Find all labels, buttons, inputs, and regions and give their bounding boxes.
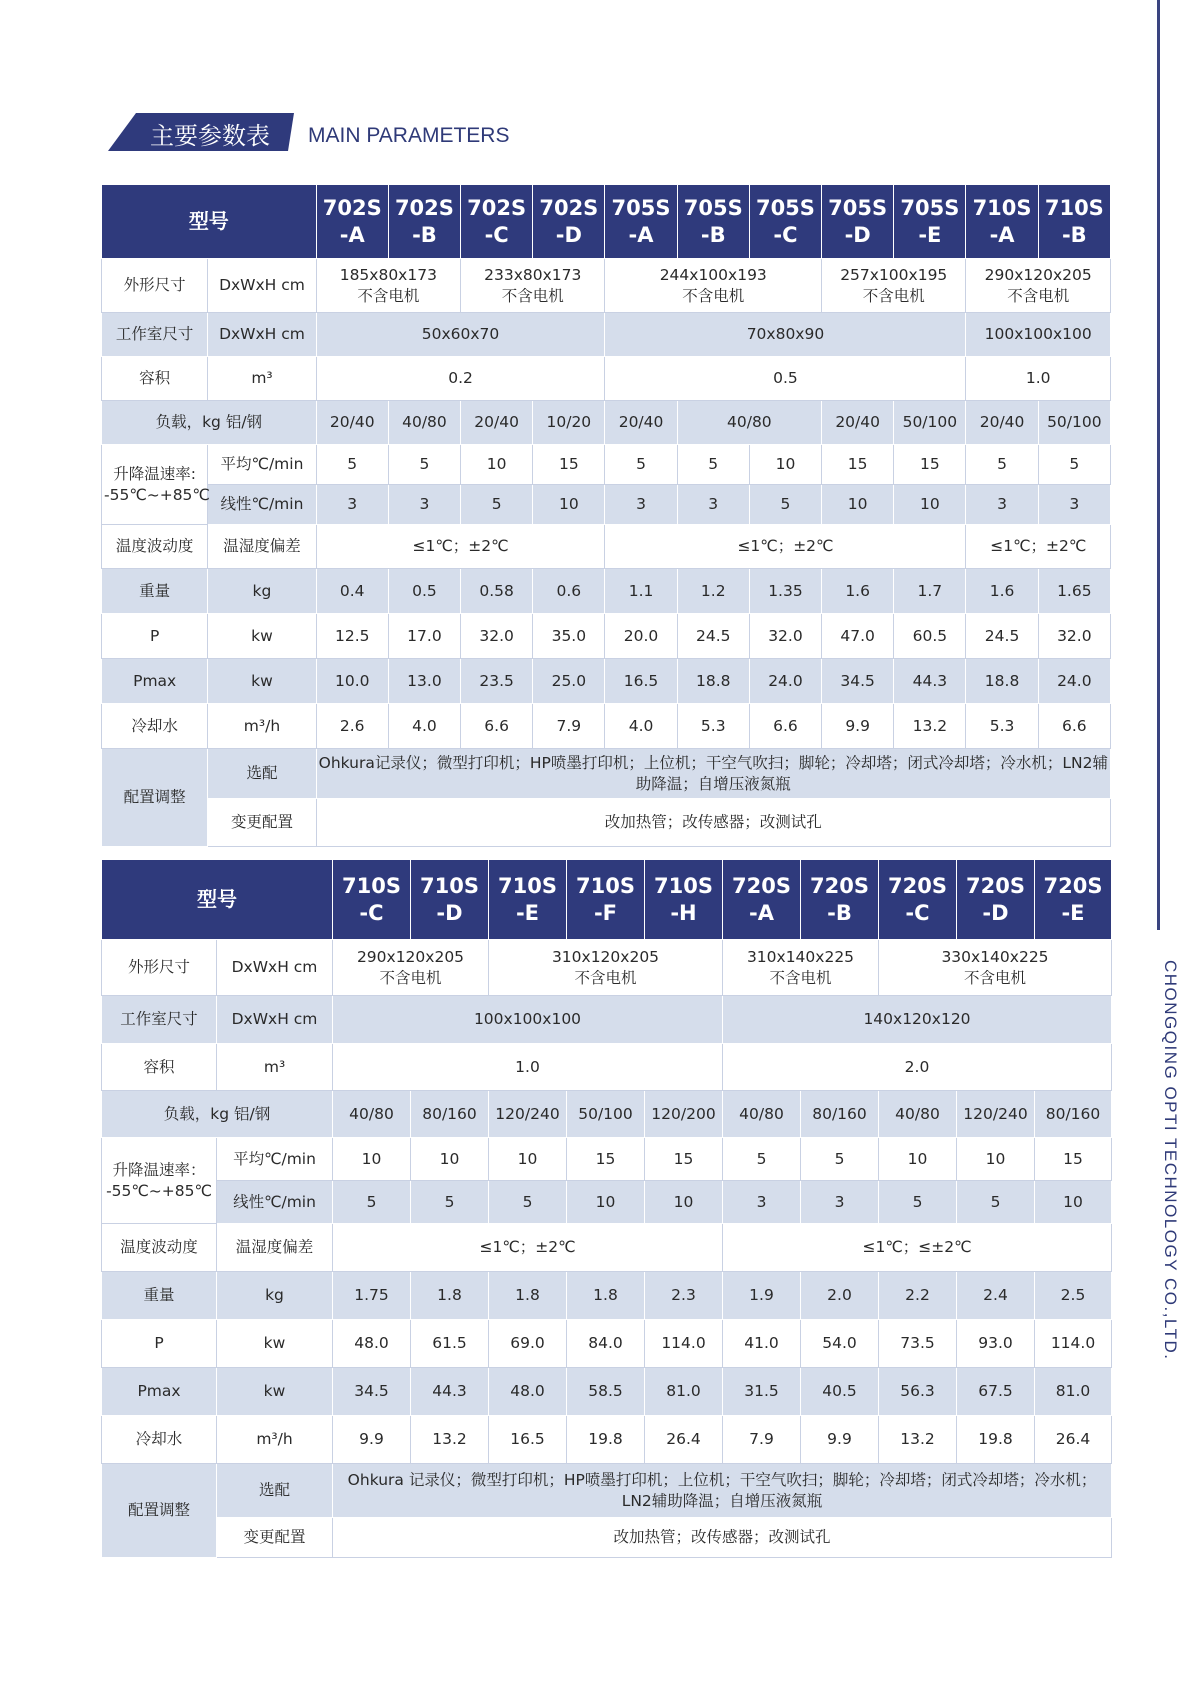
table-cell: 10 — [533, 485, 605, 525]
table-cell: 114.0 — [645, 1320, 723, 1368]
row-label: 工作室尺寸 — [102, 996, 217, 1044]
table-cell: 1.8 — [489, 1272, 567, 1320]
table-cell: 80/160 — [801, 1091, 879, 1138]
model-cell: 702S -D — [533, 185, 605, 259]
table-cell: 2.6 — [316, 704, 388, 749]
row-label: 容积 — [102, 357, 208, 401]
row-unit: kw — [217, 1320, 333, 1368]
model-cell: 710S -B — [1038, 185, 1110, 259]
table-cell: 34.5 — [822, 659, 894, 704]
model-cell: 720S -E — [1035, 860, 1112, 940]
table-cell: 3 — [801, 1181, 879, 1224]
chamber-row — [102, 313, 1111, 357]
model-cell: 710S -H — [645, 860, 723, 940]
table-cell: 290x120x205 不含电机 — [333, 940, 489, 996]
table-cell: 5 — [1038, 445, 1110, 485]
row-unit: 选配 — [217, 1464, 333, 1518]
table-cell: 15 — [822, 445, 894, 485]
table-cell: 54.0 — [801, 1320, 879, 1368]
weight-row — [102, 1272, 1112, 1320]
row-label: 重量 — [102, 1272, 217, 1320]
table-cell: 16.5 — [489, 1416, 567, 1464]
table-cell: 10 — [567, 1181, 645, 1224]
row-label: 升降温速率: -55℃~+85℃ — [102, 445, 208, 525]
row-unit: 变更配置 — [217, 1518, 333, 1558]
table-cell: 24.5 — [677, 614, 749, 659]
row-label: 温度波动度 — [102, 525, 208, 569]
model-cell: 705S -E — [894, 185, 966, 259]
table-cell: 3 — [388, 485, 460, 525]
pmax-row — [102, 1368, 1112, 1416]
table-cell: 10 — [749, 445, 821, 485]
row-label: 工作室尺寸 — [102, 313, 208, 357]
table-cell: 9.9 — [333, 1416, 411, 1464]
table-cell: 56.3 — [879, 1368, 957, 1416]
power-row — [102, 614, 1111, 659]
model-cell: 702S -C — [461, 185, 533, 259]
table-cell: 18.8 — [966, 659, 1038, 704]
table-cell: 20/40 — [316, 401, 388, 445]
model-cell: 710S -A — [966, 185, 1038, 259]
table-cell: 5 — [605, 445, 677, 485]
config-change-text: 改加热管；改传感器；改测试孔 — [316, 799, 1110, 847]
table-cell: 41.0 — [723, 1320, 801, 1368]
row-unit: kw — [217, 1368, 333, 1416]
table-cell: 93.0 — [957, 1320, 1035, 1368]
table-cell: 32.0 — [1038, 614, 1110, 659]
table-cell: 20/40 — [966, 401, 1038, 445]
table-cell: 15 — [567, 1138, 645, 1181]
table-cell: 6.6 — [461, 704, 533, 749]
row-label: 负载，kg 铝/钢 — [102, 1091, 333, 1138]
table-cell: 13.0 — [388, 659, 460, 704]
table-cell: 233x80x173 不含电机 — [461, 259, 605, 313]
table-cell: 310x120x205 不含电机 — [489, 940, 723, 996]
table-cell: 1.7 — [894, 569, 966, 614]
table-cell: 10/20 — [533, 401, 605, 445]
row-unit: DxWxH cm — [217, 940, 333, 996]
config-change-row — [102, 1518, 1112, 1558]
table-cell: 10 — [461, 445, 533, 485]
volume-row — [102, 1044, 1112, 1091]
model-cell: 702S -B — [388, 185, 460, 259]
table-cell: 257x100x195 不含电机 — [822, 259, 966, 313]
table-cell: 2.2 — [879, 1272, 957, 1320]
row-label: P — [102, 1320, 217, 1368]
table-cell: 4.0 — [605, 704, 677, 749]
table-cell: 1.6 — [822, 569, 894, 614]
row-label: 负载，kg 铝/钢 — [102, 401, 317, 445]
table-cell: 19.8 — [957, 1416, 1035, 1464]
table-cell: 5 — [879, 1181, 957, 1224]
row-label: P — [102, 614, 208, 659]
table-cell: 44.3 — [894, 659, 966, 704]
table-cell: 32.0 — [461, 614, 533, 659]
model-cell: 705S -A — [605, 185, 677, 259]
table-cell: 18.8 — [677, 659, 749, 704]
row-unit: kg — [217, 1272, 333, 1320]
table-cell: 3 — [966, 485, 1038, 525]
table-cell: 5.3 — [966, 704, 1038, 749]
table-cell: 26.4 — [1035, 1416, 1112, 1464]
table-cell: 47.0 — [822, 614, 894, 659]
model-cell: 710S -E — [489, 860, 567, 940]
table-cell: 13.2 — [411, 1416, 489, 1464]
row-unit: DxWxH cm — [217, 996, 333, 1044]
table-cell: 3 — [316, 485, 388, 525]
model-cell: 705S -D — [822, 185, 894, 259]
table-cell: 120/240 — [489, 1091, 567, 1138]
table-cell: 20/40 — [605, 401, 677, 445]
table-cell: 3 — [605, 485, 677, 525]
table-cell: 32.0 — [749, 614, 821, 659]
table-cell: 69.0 — [489, 1320, 567, 1368]
table-cell: 40/80 — [879, 1091, 957, 1138]
table-cell: 10 — [822, 485, 894, 525]
table-cell: 50/100 — [1038, 401, 1110, 445]
table-cell: 13.2 — [894, 704, 966, 749]
table-cell: 20/40 — [822, 401, 894, 445]
row-label: 容积 — [102, 1044, 217, 1091]
config-change-row — [102, 799, 1111, 847]
config-option-text: Ohkura 记录仪；微型打印机；HP喷墨打印机；上位机；干空气吹扫；脚轮；冷却塔；闭式冷却塔；冷水机；LN2辅助降温；自增压液氮瓶 — [333, 1464, 1112, 1518]
table-cell: 10 — [894, 485, 966, 525]
table-cell: 0.58 — [461, 569, 533, 614]
table-cell: 61.5 — [411, 1320, 489, 1368]
table-cell: 10 — [489, 1138, 567, 1181]
row-label: 配置调整 — [102, 749, 208, 847]
row-label: 升降温速率： -55℃~+85℃ — [102, 1138, 217, 1224]
config-option-text: Ohkura记录仪；微型打印机；HP喷墨打印机；上位机；干空气吹扫；脚轮；冷却塔；闭式冷却塔；冷水机；LN2辅助降温；自增压液氮瓶 — [316, 749, 1110, 799]
model-cell: 720S -C — [879, 860, 957, 940]
table-cell: 6.6 — [1038, 704, 1110, 749]
fluct-row — [102, 1224, 1112, 1272]
table-cell: 330x140x225 不含电机 — [879, 940, 1112, 996]
row-unit: 平均℃/min — [208, 445, 316, 485]
table-cell: 1.8 — [411, 1272, 489, 1320]
model-label: 型号 — [102, 185, 317, 259]
row-unit: 温湿度偏差 — [208, 525, 316, 569]
model-cell: 720S -B — [801, 860, 879, 940]
table-cell: 1.9 — [723, 1272, 801, 1320]
table-cell: 40/80 — [723, 1091, 801, 1138]
table-cell: 73.5 — [879, 1320, 957, 1368]
rate-lin-row — [102, 485, 1111, 525]
row-unit: DxWxH cm — [208, 313, 316, 357]
table-cell: 3 — [677, 485, 749, 525]
config-option-row — [102, 1464, 1112, 1518]
table-cell: 15 — [1035, 1138, 1112, 1181]
table-cell: 24.0 — [749, 659, 821, 704]
row-label: 配置调整 — [102, 1464, 217, 1558]
table-cell: 1.65 — [1038, 569, 1110, 614]
table-cell: 20/40 — [461, 401, 533, 445]
table-cell: 10 — [333, 1138, 411, 1181]
row-unit: m³/h — [208, 704, 316, 749]
table-cell: 58.5 — [567, 1368, 645, 1416]
table-cell: 0.5 — [605, 357, 966, 401]
table-cell: 80/160 — [1035, 1091, 1112, 1138]
row-unit: kg — [208, 569, 316, 614]
table-cell: 15 — [645, 1138, 723, 1181]
table-cell: 5 — [801, 1138, 879, 1181]
pmax-row — [102, 659, 1111, 704]
table-cell: 15 — [533, 445, 605, 485]
table-cell: 81.0 — [645, 1368, 723, 1416]
table-cell: 34.5 — [333, 1368, 411, 1416]
section-title-cn: 主要参数表 — [150, 122, 270, 150]
model-cell: 710S -C — [333, 860, 411, 940]
table-cell: ≤1℃；±2℃ — [966, 525, 1111, 569]
table-cell: 5 — [411, 1181, 489, 1224]
table-cell: 1.0 — [333, 1044, 723, 1091]
table-cell: 310x140x225 不含电机 — [723, 940, 879, 996]
table-cell: 1.35 — [749, 569, 821, 614]
table-cell: 40/80 — [388, 401, 460, 445]
table-cell: 2.4 — [957, 1272, 1035, 1320]
config-change-text: 改加热管；改传感器；改测试孔 — [333, 1518, 1112, 1558]
table-cell: 100x100x100 — [966, 313, 1111, 357]
table-cell: 5 — [388, 445, 460, 485]
row-unit: DxWxH cm — [208, 259, 316, 313]
row-unit: kw — [208, 614, 316, 659]
row-label: 重量 — [102, 569, 208, 614]
table-cell: 5 — [749, 485, 821, 525]
row-unit: 温湿度偏差 — [217, 1224, 333, 1272]
row-unit: kw — [208, 659, 316, 704]
table-cell: 5.3 — [677, 704, 749, 749]
table-cell: 81.0 — [1035, 1368, 1112, 1416]
model-cell: 705S -C — [749, 185, 821, 259]
table-cell: 1.0 — [966, 357, 1111, 401]
table-cell: 35.0 — [533, 614, 605, 659]
table-cell: 100x100x100 — [333, 996, 723, 1044]
table-cell: 2.0 — [801, 1272, 879, 1320]
model-cell: 710S -D — [411, 860, 489, 940]
table-cell: 10 — [879, 1138, 957, 1181]
row-unit: 平均℃/min — [217, 1138, 333, 1181]
table-cell: 0.5 — [388, 569, 460, 614]
company-name-vertical: CHONGQING OPTI TECHNOLOGY CO.,LTD. — [1161, 960, 1180, 1361]
table-cell: 70x80x90 — [605, 313, 966, 357]
table-cell: 10 — [645, 1181, 723, 1224]
table-cell: 5 — [723, 1138, 801, 1181]
table-cell: 0.6 — [533, 569, 605, 614]
table-cell: 25.0 — [533, 659, 605, 704]
section-title-en: MAIN PARAMETERS — [308, 124, 510, 147]
chamber-row — [102, 996, 1112, 1044]
table-cell: 120/240 — [957, 1091, 1035, 1138]
table-cell: 10 — [1035, 1181, 1112, 1224]
row-label: 温度波动度 — [102, 1224, 217, 1272]
table-cell: 244x100x193 不含电机 — [605, 259, 822, 313]
table-cell: 48.0 — [489, 1368, 567, 1416]
parameters-table-1 — [101, 184, 1111, 847]
table-cell: 2.3 — [645, 1272, 723, 1320]
table-cell: 16.5 — [605, 659, 677, 704]
row-label: Pmax — [102, 1368, 217, 1416]
table-cell: 1.2 — [677, 569, 749, 614]
row-unit: m³ — [208, 357, 316, 401]
table-cell: 9.9 — [822, 704, 894, 749]
table-cell: 185x80x173 不含电机 — [316, 259, 460, 313]
table-cell: 20.0 — [605, 614, 677, 659]
table-cell: 120/200 — [645, 1091, 723, 1138]
table-cell: 114.0 — [1035, 1320, 1112, 1368]
power-row — [102, 1320, 1112, 1368]
row-unit: 选配 — [208, 749, 316, 799]
table-cell: ≤1℃；±2℃ — [333, 1224, 723, 1272]
table-cell: 7.9 — [723, 1416, 801, 1464]
table-cell: 67.5 — [957, 1368, 1035, 1416]
table-cell: 13.2 — [879, 1416, 957, 1464]
table-cell: 6.6 — [749, 704, 821, 749]
water-row — [102, 1416, 1112, 1464]
table-cell: 31.5 — [723, 1368, 801, 1416]
table-cell: 5 — [461, 485, 533, 525]
rate-lin-row — [102, 1181, 1112, 1224]
parameters-table-2 — [101, 859, 1112, 1558]
row-unit: m³/h — [217, 1416, 333, 1464]
table-cell: 10 — [957, 1138, 1035, 1181]
table-cell: ≤1℃；≤±2℃ — [723, 1224, 1112, 1272]
table-cell: 1.1 — [605, 569, 677, 614]
water-row — [102, 704, 1111, 749]
table-cell: 7.9 — [533, 704, 605, 749]
row-label: Pmax — [102, 659, 208, 704]
table-cell: 23.5 — [461, 659, 533, 704]
row-unit: 线性℃/min — [217, 1181, 333, 1224]
table-cell: 2.5 — [1035, 1272, 1112, 1320]
row-label: 冷却水 — [102, 1416, 217, 1464]
weight-row — [102, 569, 1111, 614]
table-cell: ≤1℃；±2℃ — [316, 525, 605, 569]
table-cell: 1.6 — [966, 569, 1038, 614]
table-cell: 26.4 — [645, 1416, 723, 1464]
model-label: 型号 — [102, 860, 333, 940]
table-cell: 0.4 — [316, 569, 388, 614]
dims-row — [102, 940, 1112, 996]
rate-avg-row — [102, 1138, 1112, 1181]
table-cell: 50x60x70 — [316, 313, 605, 357]
table-cell: 44.3 — [411, 1368, 489, 1416]
table-cell: 1.8 — [567, 1272, 645, 1320]
table-cell: 40/80 — [677, 401, 821, 445]
table-cell: 10 — [411, 1138, 489, 1181]
table-cell: 50/100 — [567, 1091, 645, 1138]
table-cell: 48.0 — [333, 1320, 411, 1368]
table-cell: 5 — [966, 445, 1038, 485]
table-cell: 0.2 — [316, 357, 605, 401]
table-cell: 290x120x205 不含电机 — [966, 259, 1111, 313]
model-cell: 720S -D — [957, 860, 1035, 940]
table-cell: 9.9 — [801, 1416, 879, 1464]
table-cell: 12.5 — [316, 614, 388, 659]
table-cell: 40/80 — [333, 1091, 411, 1138]
model-cell: 705S -B — [677, 185, 749, 259]
row-unit: 变更配置 — [208, 799, 316, 847]
table-cell: 80/160 — [411, 1091, 489, 1138]
table-cell: 15 — [894, 445, 966, 485]
table-cell: 4.0 — [388, 704, 460, 749]
table-cell: 1.75 — [333, 1272, 411, 1320]
table-cell: 84.0 — [567, 1320, 645, 1368]
volume-row — [102, 357, 1111, 401]
table-cell: 60.5 — [894, 614, 966, 659]
row-unit: 线性℃/min — [208, 485, 316, 525]
load-row — [102, 401, 1111, 445]
model-cell: 720S -A — [723, 860, 801, 940]
fluct-row — [102, 525, 1111, 569]
table-cell: 19.8 — [567, 1416, 645, 1464]
table-cell: 140x120x120 — [723, 996, 1112, 1044]
table-cell: 50/100 — [894, 401, 966, 445]
config-option-row — [102, 749, 1111, 799]
row-label: 外形尺寸 — [102, 259, 208, 313]
model-cell: 702S -A — [316, 185, 388, 259]
table-cell: 5 — [316, 445, 388, 485]
row-label: 冷却水 — [102, 704, 208, 749]
table-cell: 5 — [489, 1181, 567, 1224]
table-cell: 24.0 — [1038, 659, 1110, 704]
vertical-rule — [1157, 0, 1160, 930]
table-cell: 17.0 — [388, 614, 460, 659]
table-cell: ≤1℃；±2℃ — [605, 525, 966, 569]
table-cell: 5 — [957, 1181, 1035, 1224]
table-cell: 5 — [333, 1181, 411, 1224]
table-cell: 10.0 — [316, 659, 388, 704]
table-cell: 24.5 — [966, 614, 1038, 659]
dims-row — [102, 259, 1111, 313]
model-header-row — [102, 860, 1112, 940]
rate-avg-row — [102, 445, 1111, 485]
load-row — [102, 1091, 1112, 1138]
table-cell: 3 — [723, 1181, 801, 1224]
table-cell: 5 — [677, 445, 749, 485]
row-label: 外形尺寸 — [102, 940, 217, 996]
row-unit: m³ — [217, 1044, 333, 1091]
table-cell: 40.5 — [801, 1368, 879, 1416]
model-cell: 710S -F — [567, 860, 645, 940]
table-cell: 3 — [1038, 485, 1110, 525]
table-cell: 2.0 — [723, 1044, 1112, 1091]
model-header-row — [102, 185, 1111, 259]
